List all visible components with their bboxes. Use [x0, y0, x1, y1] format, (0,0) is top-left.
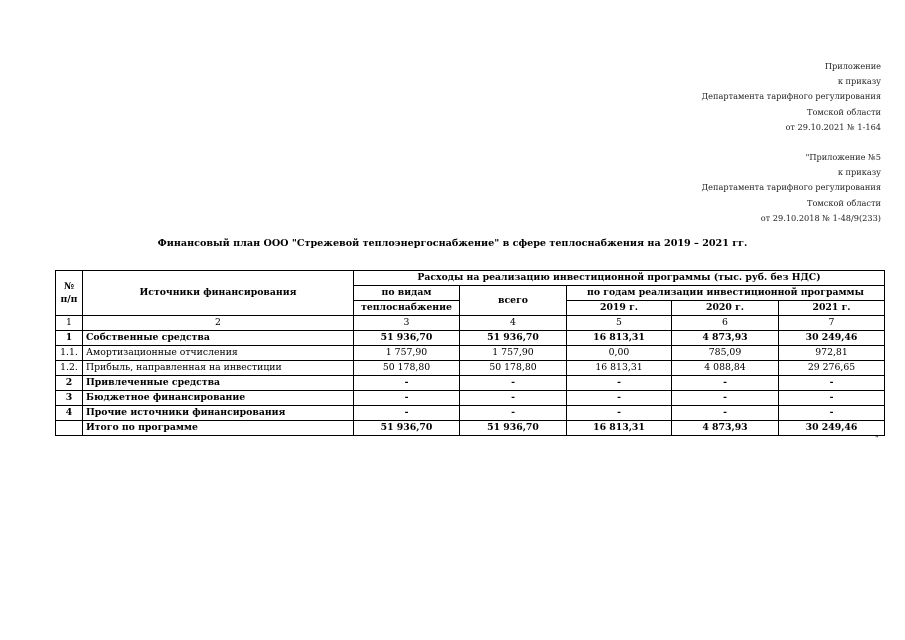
row-2019: -: [567, 406, 672, 421]
row-2020: -: [672, 376, 779, 391]
row-total: -: [460, 376, 567, 391]
row-2019: 16 813,31: [567, 331, 672, 346]
row-2021: -: [779, 406, 885, 421]
table-row: [56, 406, 885, 421]
row-name: Собственные средства: [83, 331, 354, 346]
row-total: 50 178,80: [460, 361, 567, 376]
row-num: 4: [56, 406, 83, 421]
row-2020: 4 873,93: [672, 421, 779, 436]
row-2021: 30 249,46: [779, 331, 885, 346]
column-number-row: [56, 316, 885, 331]
row-heat: 50 178,80: [354, 361, 460, 376]
original-line-3: Департамента тарифного регулирования: [701, 182, 881, 193]
table-row: [56, 331, 885, 346]
row-num: 1.2.: [56, 361, 83, 376]
row-total: 51 936,70: [460, 331, 567, 346]
row-name: Бюджетное финансирование: [83, 391, 354, 406]
col-number: 6: [672, 316, 779, 331]
row-num: 2: [56, 376, 83, 391]
attachment-header: [702, 59, 882, 135]
row-name: Привлеченные средства: [83, 376, 354, 391]
col-number: 1: [56, 316, 83, 331]
table-row: [56, 391, 885, 406]
row-2021: 29 276,65: [779, 361, 885, 376]
row-name: Прибыль, направленная на инвестиции: [83, 361, 354, 376]
row-2019: 16 813,31: [567, 421, 672, 436]
row-2019: -: [567, 376, 672, 391]
row-name: Прочие источники финансирования: [83, 406, 354, 421]
row-heat: 51 936,70: [354, 421, 460, 436]
row-2020: -: [672, 406, 779, 421]
row-2020: 4 088,84: [672, 361, 779, 376]
row-2021: 30 249,46: [779, 421, 885, 436]
row-num: 1.1.: [56, 346, 83, 361]
original-line-1: "Приложение №5: [805, 152, 881, 162]
table-row-total: [56, 421, 885, 436]
row-name: Амортизационные отчисления: [83, 346, 354, 361]
original-line-4: Томской области: [807, 197, 881, 208]
header-total: всего: [460, 286, 567, 316]
header-num: № п/п: [56, 271, 83, 316]
table-row: [56, 361, 885, 376]
row-heat: 1 757,90: [354, 346, 460, 361]
header-2021: 2021 г.: [779, 301, 885, 316]
closing-quote: ": [875, 434, 879, 443]
row-total: -: [460, 406, 567, 421]
attachment-line-2: к приказу: [837, 76, 881, 87]
attachment-line-3: Департамента тарифного регулирования: [701, 91, 881, 102]
row-2020: -: [672, 391, 779, 406]
header-by-years: по годам реализации инвестиционной программы: [567, 286, 885, 301]
row-total: 51 936,70: [460, 421, 567, 436]
original-attachment-header: [702, 150, 882, 226]
original-line-2: к приказу: [837, 167, 881, 178]
attachment-line-4: Томской области: [807, 106, 881, 117]
document-title: Финансовый план ООО "Стрежевой теплоэнергоснабжение" в сфере теплоснабжения на 2019 – 2021 гг.: [157, 238, 748, 249]
row-2021: -: [779, 376, 885, 391]
col-number: 3: [354, 316, 460, 331]
table-row: [56, 346, 885, 361]
header-source: Источники финансирования: [83, 271, 354, 316]
row-2021: -: [779, 391, 885, 406]
original-line-5: от 29.10.2018 № 1-48/9(233): [760, 212, 881, 223]
row-2021: 972,81: [779, 346, 885, 361]
row-2019: 16 813,31: [567, 361, 672, 376]
attachment-line-5: от 29.10.2021 № 1-164: [785, 121, 881, 132]
col-number: 2: [83, 316, 354, 331]
row-2020: 4 873,93: [672, 331, 779, 346]
row-heat: 51 936,70: [354, 331, 460, 346]
header-expenses: Расходы на реализацию инвестиционной программы (тыс. руб. без НДС): [354, 271, 885, 286]
col-number: 5: [567, 316, 672, 331]
row-num: [56, 421, 83, 436]
row-total: 1 757,90: [460, 346, 567, 361]
row-2019: -: [567, 391, 672, 406]
header-2019: 2019 г.: [567, 301, 672, 316]
col-number: 4: [460, 316, 567, 331]
row-heat: -: [354, 406, 460, 421]
header-2020: 2020 г.: [672, 301, 779, 316]
row-total: -: [460, 391, 567, 406]
row-num: 3: [56, 391, 83, 406]
row-name: Итого по программе: [83, 421, 354, 436]
row-num: 1: [56, 331, 83, 346]
row-heat: -: [354, 391, 460, 406]
table-row: [56, 376, 885, 391]
header-heat-supply: теплоснабжение: [354, 301, 460, 316]
header-by-type: по видам: [354, 286, 460, 301]
attachment-line-1: Приложение: [824, 61, 881, 71]
row-heat: -: [354, 376, 460, 391]
row-2020: 785,09: [672, 346, 779, 361]
financial-plan-table: [55, 270, 885, 436]
row-2019: 0,00: [567, 346, 672, 361]
col-number: 7: [779, 316, 885, 331]
